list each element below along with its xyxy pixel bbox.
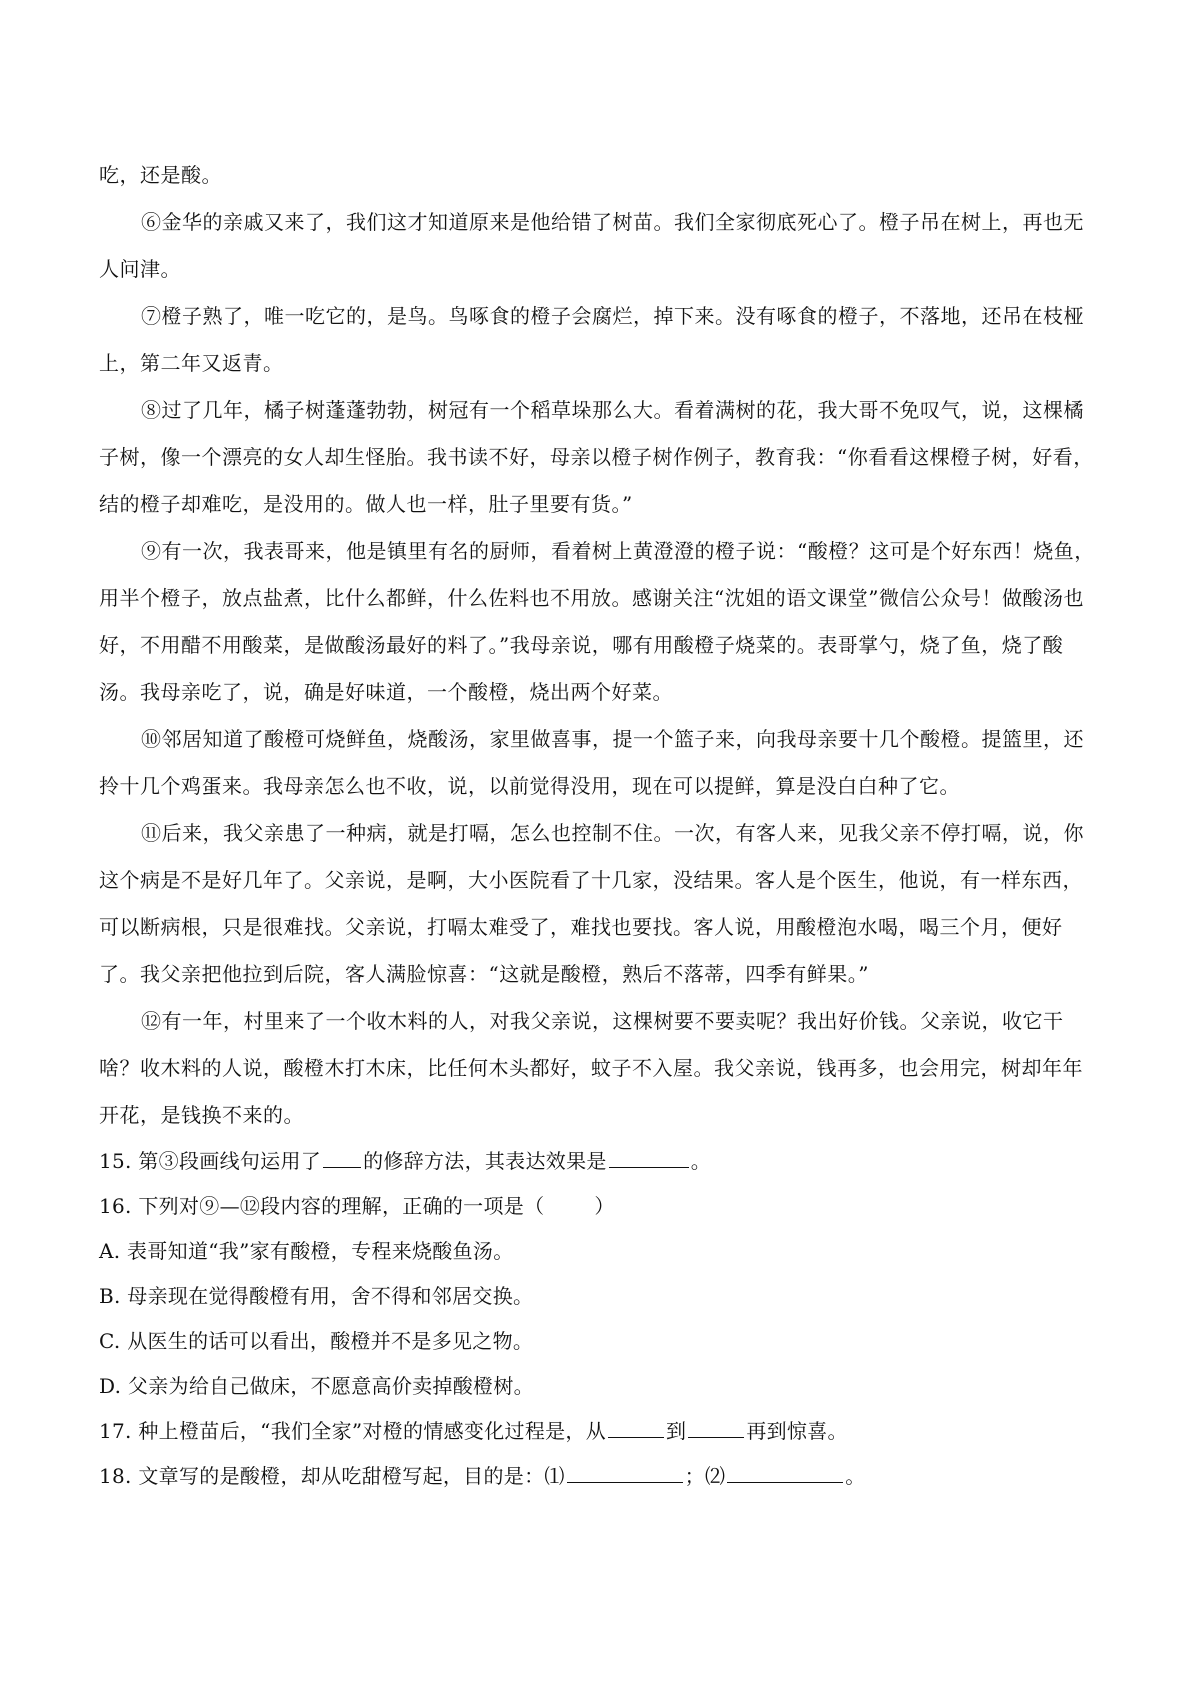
question-17-text-a: 17. 种上橙苗后，“我们全家”对橙的情感变化过程是，从 — [99, 1419, 607, 1443]
question-15 — [99, 1139, 1103, 1184]
answer-blank-15-2[interactable] — [609, 1147, 689, 1168]
question-15-text-a: 15. 第③段画线句运用了 — [99, 1149, 322, 1173]
answer-blank-18-1[interactable] — [567, 1462, 683, 1483]
question-16-option-d: D. 父亲为给自己做床，不愿意高价卖掉酸橙树。 — [99, 1374, 534, 1398]
answer-blank-18-2[interactable] — [727, 1462, 843, 1483]
question-16 — [99, 1184, 1103, 1229]
question-18-text-b: ；⑵ — [684, 1464, 726, 1488]
passage-paragraph-8: ⑧过了几年，橘子树蓬蓬勃勃，树冠有一个稻草垛那么大。看着满树的花，我大哥不免叹气，说，这棵橘子树，像一个漂亮的女人却生怪胎。我书读不好，母亲以橙子树作例子，教育我：“你看看这棵橙子树，好看，结的橙子却难吃，是没用的。做人也一样，肚子里要有货。” — [99, 398, 1094, 516]
passage-paragraph-11: ⑪后来，我父亲患了一种病，就是打嗝，怎么也控制不住。一次，有客人来，见我父亲不停打嗝，说，你这个病是不是好几年了。父亲说，是啊，大小医院看了十几家，没结果。客人是个医生，他说，有一样东西，可以断病根，只是很难找。父亲说，打嗝太难受了，难找也要找。客人说，用酸橙泡水喝，喝三个月，便好了。我父亲把他拉到后院，客人满脸惊喜：“这就是酸橙，熟后不落蒂，四季有鲜果。” — [99, 821, 1084, 986]
passage-paragraph-9: ⑨有一次，我表哥来，他是镇里有名的厨师，看着树上黄澄澄的橙子说：“酸橙？这可是个好东西！烧鱼，用半个橙子，放点盐煮，比什么都鲜，什么佐料也不用放。感谢关注“沈姐的语文课堂”微信公众号！做酸汤也好，不用醋不用酸菜，是做酸汤最好的料了。”我母亲说，哪有用酸橙子烧菜的。表哥掌勺，烧了鱼，烧了酸汤。我母亲吃了，说，确是好味道，一个酸橙，烧出两个好菜。 — [99, 539, 1095, 704]
question-18 — [99, 1454, 1103, 1499]
question-16-close: ） — [594, 1194, 615, 1218]
answer-blank-15-1[interactable] — [323, 1147, 361, 1168]
question-18-text-c: 。 — [845, 1464, 866, 1488]
question-16-stem: 16. 下列对⑨—⑫段内容的理解，正确的一项是（ — [99, 1194, 545, 1218]
passage-paragraph-continuation: 吃，还是酸。 — [99, 163, 222, 187]
passage-paragraph-6: ⑥金华的亲戚又来了，我们这才知道原来是他给错了树苗。我们全家彻底死心了。橙子吊在树上，再也无人问津。 — [99, 210, 1084, 281]
document-content — [99, 152, 1103, 1499]
question-16-option-b: B. 母亲现在觉得酸橙有用，舍不得和邻居交换。 — [99, 1284, 534, 1308]
question-17-text-b: 到 — [666, 1419, 687, 1443]
question-16-option-a: A. 表哥知道“我”家有酸橙，专程来烧酸鱼汤。 — [99, 1239, 514, 1263]
question-17-text-c: 再到惊喜。 — [746, 1419, 848, 1443]
question-15-text-b: 的修辞方法，其表达效果是 — [363, 1149, 607, 1173]
question-17 — [99, 1409, 1103, 1454]
question-16-option-c: C. 从医生的话可以看出，酸橙并不是多见之物。 — [99, 1329, 534, 1353]
answer-blank-17-2[interactable] — [688, 1417, 744, 1438]
question-15-text-c: 。 — [690, 1149, 711, 1173]
passage-paragraph-10: ⑩邻居知道了酸橙可烧鲜鱼，烧酸汤，家里做喜事，提一个篮子来，向我母亲要十几个酸橙。提篮里，还拎十几个鸡蛋来。我母亲怎么也不收，说，以前觉得没用，现在可以提鲜，算是没白白种了它。 — [99, 727, 1084, 798]
question-18-text-a: 18. 文章写的是酸橙，却从吃甜橙写起，目的是：⑴ — [99, 1464, 565, 1488]
passage-paragraph-7: ⑦橙子熟了，唯一吃它的，是鸟。鸟啄食的橙子会腐烂，掉下来。没有啄食的橙子，不落地，还吊在枝桠上，第二年又返青。 — [99, 304, 1084, 375]
answer-blank-17-1[interactable] — [608, 1417, 664, 1438]
passage-paragraph-12: ⑫有一年，村里来了一个收木料的人，对我父亲说，这棵树要不要卖呢？我出好价钱。父亲说，收它干啥？收木料的人说，酸橙木打木床，比任何木头都好，蚊子不入屋。我父亲说，钱再多，也会用完，树却年年开花，是钱换不来的。 — [99, 1009, 1083, 1127]
